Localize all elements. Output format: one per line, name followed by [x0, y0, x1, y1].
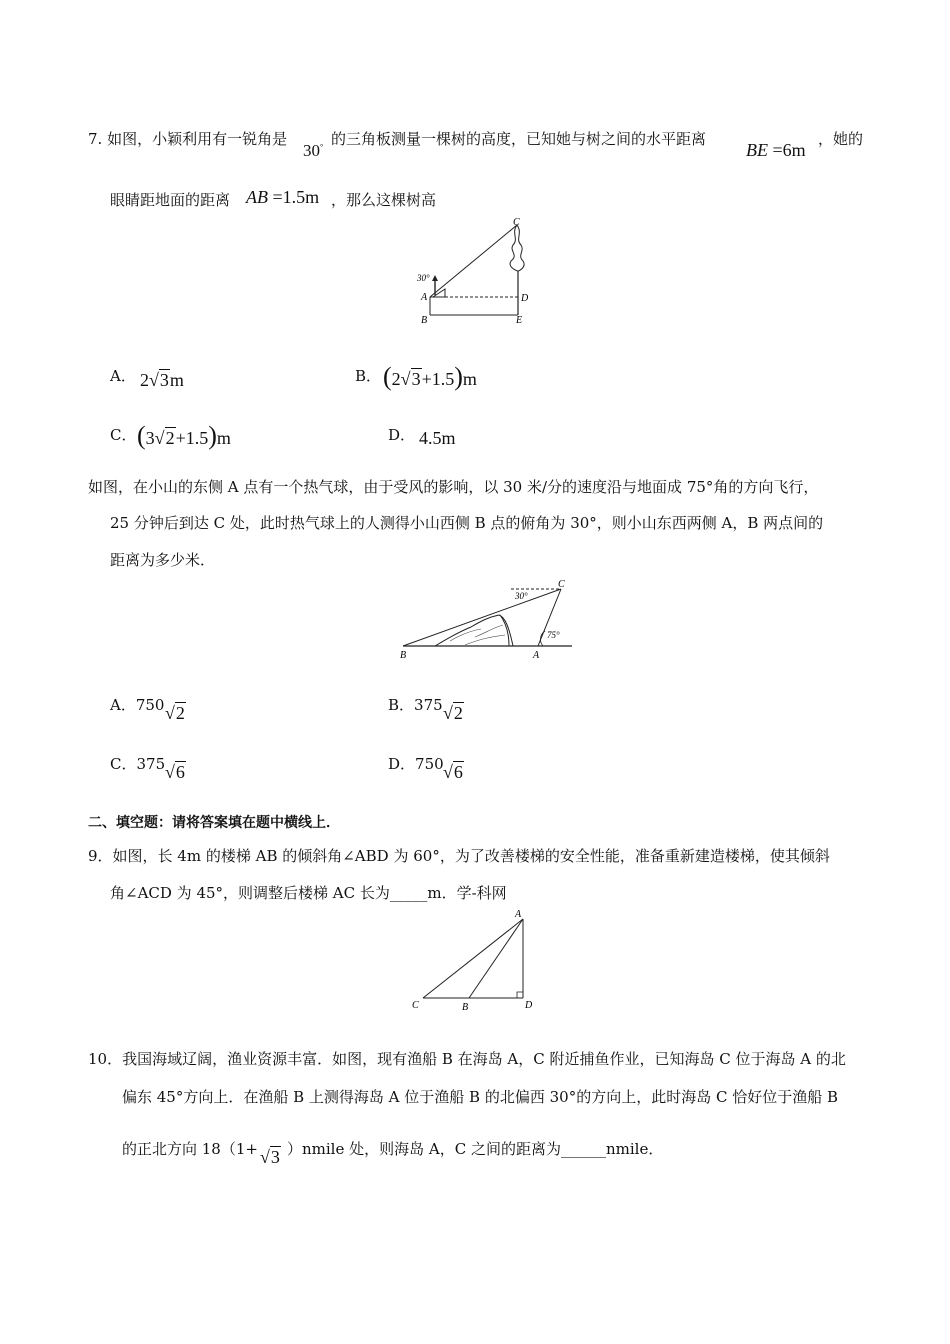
q7-text-1: 如图，小颖利用有一锐角是 — [107, 130, 288, 148]
q8-option-d: D．750 — [388, 755, 444, 773]
q7-text-2: 的三角板测量一棵树的高度，已知她与树之间的水平距离 — [331, 130, 707, 148]
q7-angle: 30° — [303, 141, 324, 160]
q9-line-1: 9．如图，长 4m 的楼梯 AB 的倾斜角∠ABD 为 60°，为了改善楼梯的安全性能，准备重新建造楼梯，使其倾斜 — [88, 847, 830, 865]
q8-fig-point-c: C — [558, 579, 565, 590]
q8-option-b-radical: √2 — [443, 703, 463, 723]
q7-fig-point-b: B — [421, 315, 428, 326]
q9-fig-point-b: B — [462, 1002, 469, 1013]
section-2-heading: 二、填空题：请将答案填在题中横线上． — [88, 815, 340, 831]
q7-text-4: 眼睛距地面的距离 — [110, 191, 231, 209]
q8-line-bc — [403, 589, 561, 646]
q8-fig-angle-right: 75° — [547, 630, 560, 640]
q7-be-expression: BE =6m — [746, 140, 806, 160]
q8-fig-angle-top: 30° — [515, 591, 528, 601]
q9-line-ac — [423, 919, 523, 998]
q7-fig-point-a: A — [421, 292, 428, 303]
q7-ab-expression: AB =1.5m — [246, 187, 320, 207]
q9-line-2: 角∠ACD 为 45°，则调整后楼梯 AC 长为_____m．学-科网 — [110, 884, 507, 902]
q9-fig-point-d: D — [525, 1000, 533, 1011]
q8-line-2: 25 分钟后到达 C 处，此时热气球上的人测得小山西侧 B 点的俯角为 30°，则小山东西两侧 A，B 两点间的 — [110, 514, 824, 532]
q7-figure — [415, 215, 535, 330]
q8-figure — [395, 575, 580, 665]
q8-option-c: C．375 — [110, 755, 166, 773]
q7-fig-point-e: E — [516, 315, 523, 326]
q7-option-c-label: C． — [110, 426, 137, 444]
q7-option-c-value: (3√2+1.5)m — [137, 421, 231, 450]
q7-fig-angle: 30° — [417, 273, 430, 283]
q7-line-ac — [430, 225, 517, 297]
q7-line-1 — [88, 128, 287, 149]
q8-line-3: 距离为多少米． — [110, 551, 216, 569]
q9-right-angle-mark — [517, 992, 523, 998]
q10-line-3b: ）nmile 处，则海岛 A，C 之间的距离为______nmile． — [287, 1140, 664, 1158]
q8-option-c-radical: √6 — [165, 762, 185, 782]
q8-hill-hatch — [450, 625, 505, 645]
q7-option-b-label: B． — [355, 367, 382, 385]
q8-line-1: 如图，在小山的东侧 A 点有一个热气球，由于受风的影响，以 30 米/分的速度沿与地面成 75°角的方向飞行， — [88, 478, 819, 496]
q7-text-5: ，那么这棵树高 — [331, 191, 437, 209]
q7-text-3: ，她的 — [818, 130, 864, 148]
q9-line-ab — [469, 919, 523, 998]
q7-tree-crown — [510, 225, 524, 271]
q7-option-d-label: D． — [388, 426, 416, 444]
q8-option-d-radical: √6 — [443, 762, 463, 782]
q7-option-a-label: A． — [110, 367, 136, 385]
q7-fig-point-c: C — [513, 217, 520, 228]
q10-line-1: 10．我国海域辽阔，渔业资源丰富．如图，现有渔船 B 在海岛 A，C 附近捕鱼作业，已知海岛 C 位于海岛 A 的北 — [88, 1050, 846, 1068]
q9-fig-point-a: A — [515, 909, 522, 920]
q7-number: 7. — [88, 130, 103, 148]
q10-line-3a: 的正北方向 18（1+ — [122, 1140, 258, 1158]
q8-fig-point-a: A — [533, 650, 540, 661]
q7-fig-point-d: D — [521, 293, 529, 304]
q7-option-a-value: 2√3m — [140, 370, 184, 390]
q9-figure — [405, 905, 545, 1015]
q8-option-b: B．375 — [388, 696, 443, 714]
q7-option-b-value: (2√3+1.5)m — [383, 362, 477, 391]
q7-option-d-value: 4.5m — [419, 428, 456, 448]
q8-option-a: A．750 — [110, 696, 165, 714]
q10-radical: √3 — [260, 1147, 280, 1167]
q8-fig-point-b: B — [400, 650, 407, 661]
q9-fig-point-c: C — [412, 1000, 419, 1011]
q10-line-2: 偏东 45°方向上．在渔船 B 上测得海岛 A 位于渔船 B 的北偏西 30°的方向上，此时海岛 C 恰好位于渔船 B — [122, 1088, 839, 1106]
q8-option-a-radical: √2 — [165, 703, 185, 723]
q7-arrow-head-icon — [432, 275, 438, 281]
